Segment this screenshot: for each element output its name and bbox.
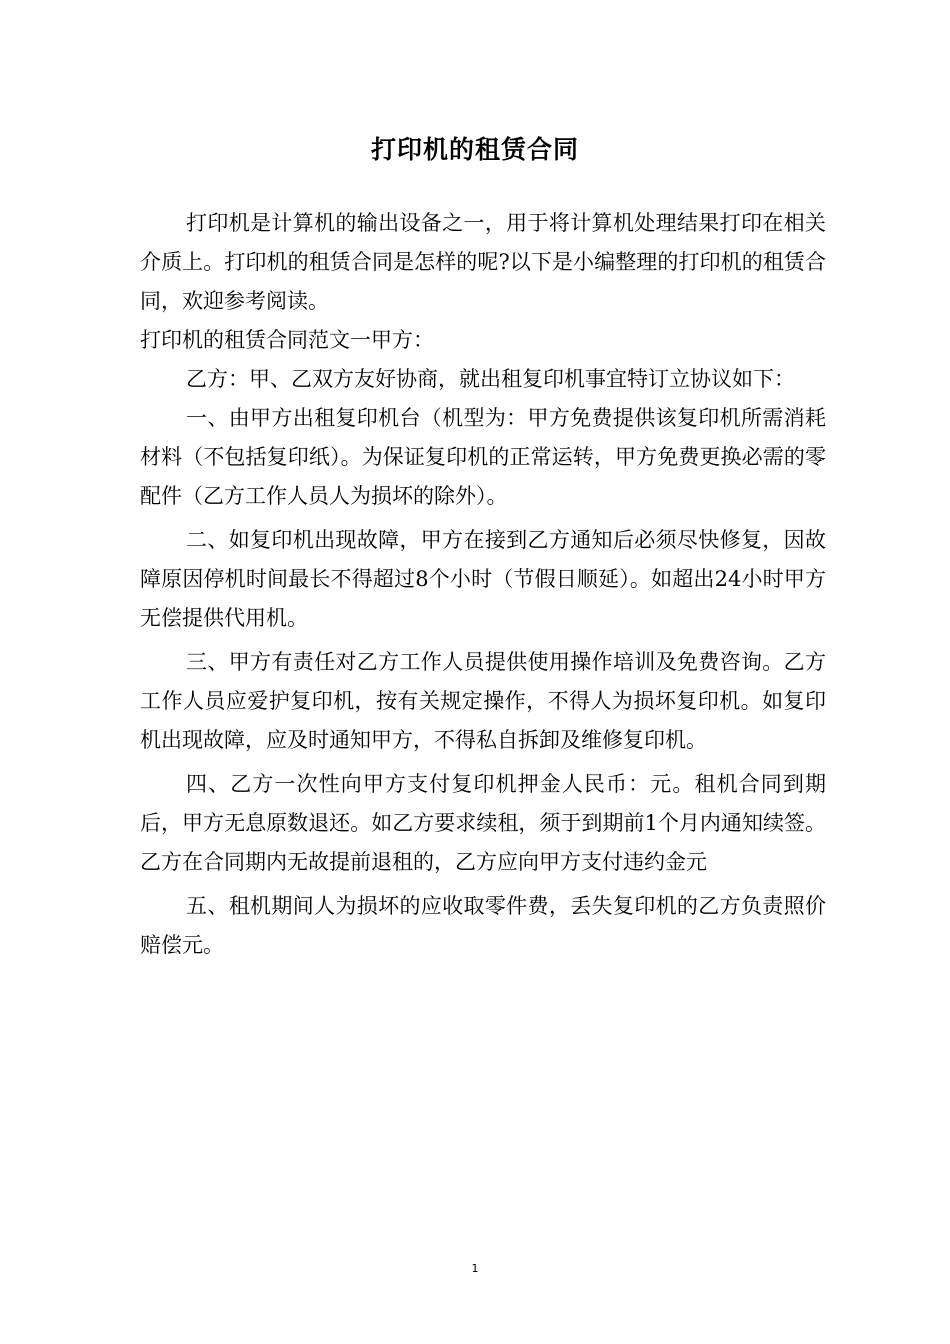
- contract-heading-paragraph: 打印机的租赁合同范文一甲方：: [140, 328, 434, 352]
- clause-five-paragraph: 五、租机期间人为损坏的应收取零件费，丢失复印机的乙方负责照价赔偿元。: [140, 894, 826, 957]
- clause-one-paragraph: 一、由甲方出租复印机台（机型为：甲方免费提供该复印机所需消耗材料（不包括复印纸）。为保证复印机的正常运转，甲方免费更换必需的零配件（乙方工作人员人为损坏的除外）。: [140, 406, 826, 508]
- clause-two-paragraph: 二、如复印机出现故障，甲方在接到乙方通知后必须尽快修复，因故障原因停机时间最长不得超过8个小时（节假日顺延）。如超出24小时甲方无偿提供代用机。: [140, 528, 826, 630]
- document-title: 打印机的租赁合同: [370, 135, 579, 164]
- clause-four-paragraph: 四、乙方一次性向甲方支付复印机押金人民币：元。租机合同到期后，甲方无息原数退还。如乙方要求续租，须于到期前1个月内通知续签。乙方在合同期内无故提前退租的，乙方应向甲方支付违约金元: [140, 772, 826, 874]
- party-b-paragraph: 乙方：甲、乙双方友好协商，就出租复印机事宜特订立协议如下：: [186, 367, 795, 391]
- intro-paragraph: 打印机是计算机的输出设备之一，用于将计算机处理结果打印在相关介质上。打印机的租赁合同是怎样的呢?以下是小编整理的打印机的租赁合同，欢迎参考阅读。: [140, 211, 826, 313]
- document-body: [140, 204, 826, 965]
- clause-three-paragraph: 三、甲方有责任对乙方工作人员提供使用操作培训及免费咨询。乙方工作人员应爱护复印机，按有关规定操作，不得人为损坏复印机。如复印机出现故障，应及时通知甲方，不得私自拆卸及维修复印机。: [140, 650, 826, 752]
- page-number: 1: [471, 1262, 479, 1275]
